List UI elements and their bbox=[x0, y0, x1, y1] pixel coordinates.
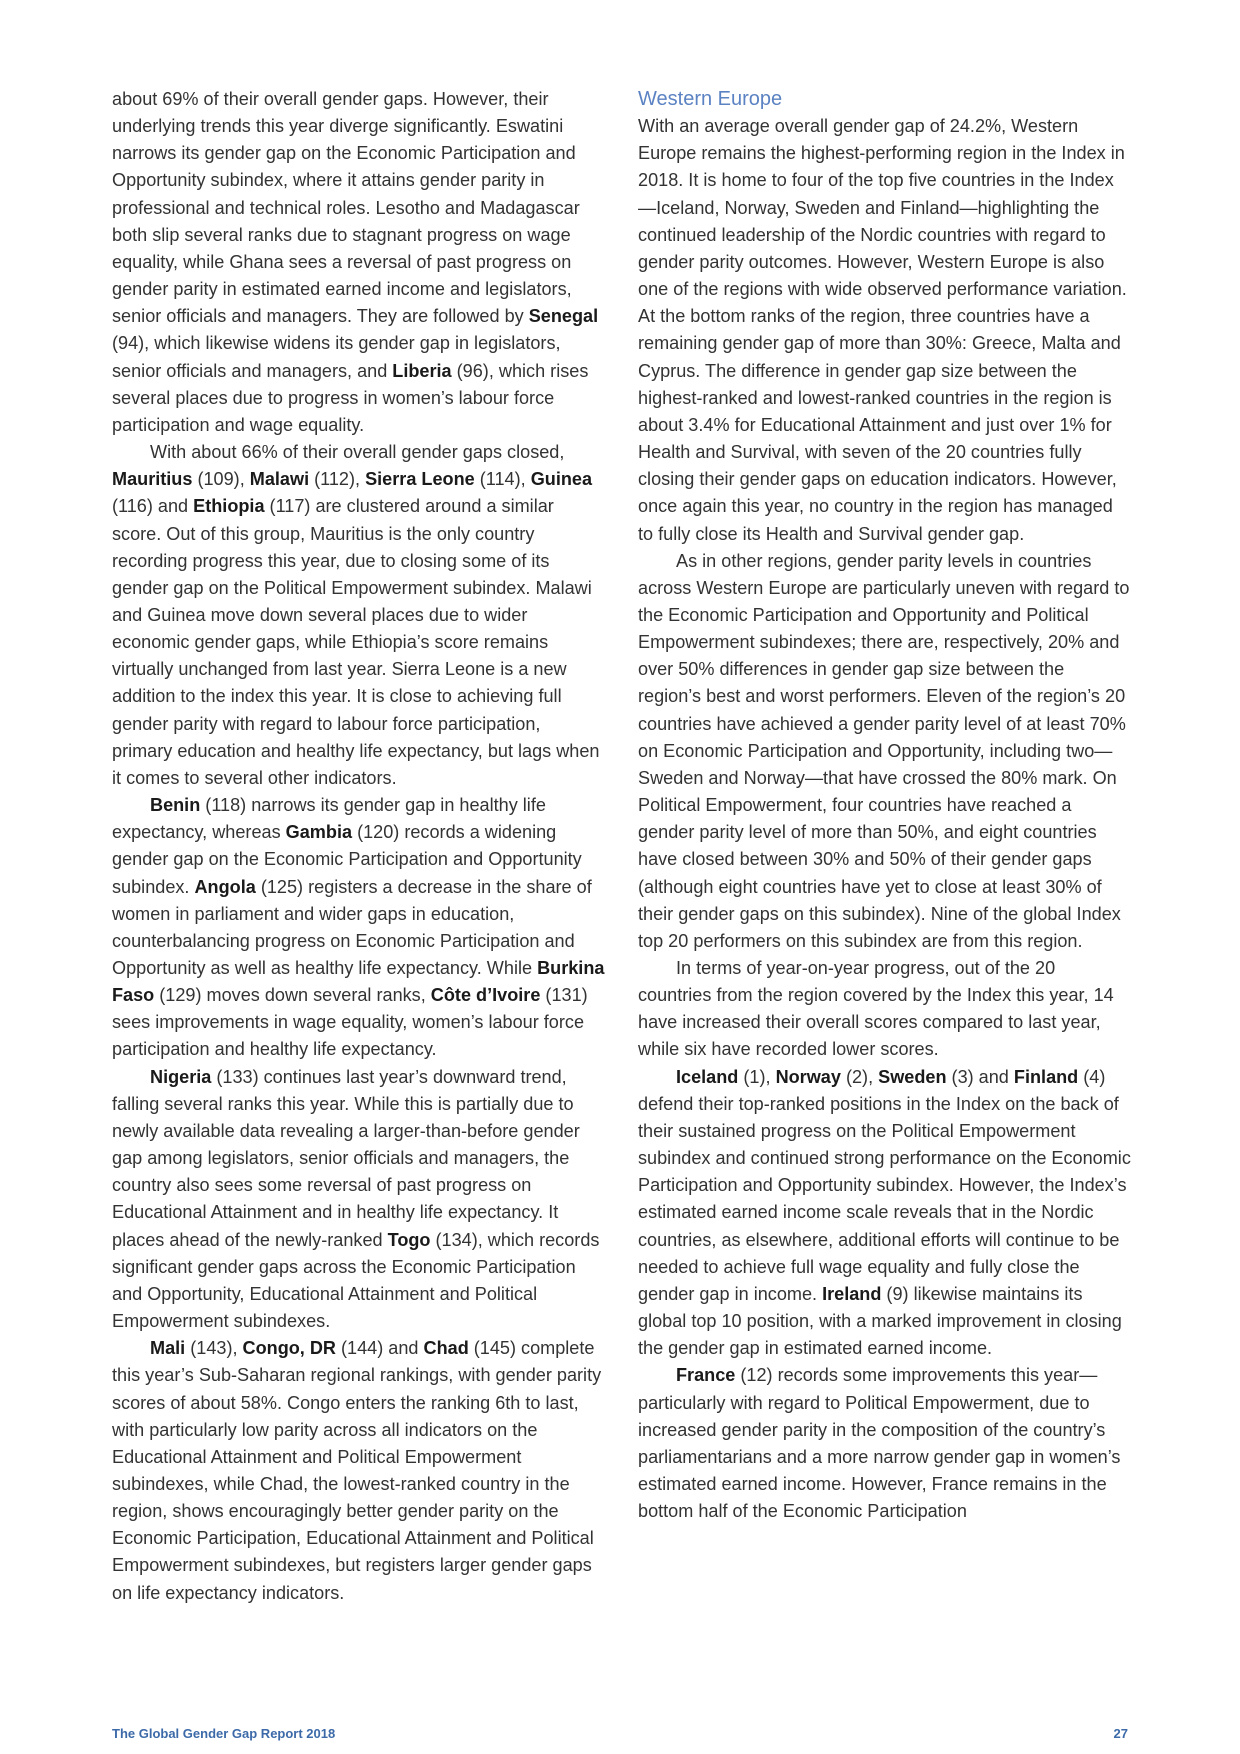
text-run: (96), which rises several places due to progress in women’s labour force participation and wage equality. bbox=[112, 360, 589, 435]
footer-page-number: 27 bbox=[1113, 1726, 1128, 1741]
text-run: (2), bbox=[840, 1066, 879, 1087]
country-name: France bbox=[676, 1365, 736, 1386]
text-run: (144) and bbox=[336, 1338, 424, 1359]
paragraph bbox=[112, 86, 605, 439]
text-run: about 69% of their overall gender gaps. However, their underlying trends this year diverge significantly. Eswatini narrows its gender gap on the Economic Participation and Opportunity subindex, where it attains gender parity in professional and technical roles. Lesotho and Madagascar both slip several ranks due to stagnant progress on wage equality, while Ghana sees a reversal of past progress on gender parity in estimated earned income and legislators, senior officials and managers. They are followed by bbox=[112, 89, 580, 327]
text-run: With about 66% of their overall gender gaps closed, bbox=[150, 442, 565, 463]
text-run: (129) moves down several ranks, bbox=[154, 985, 431, 1006]
text-run: (120) records a widening gender gap on the Economic Participation and Opportunity subindex. bbox=[112, 822, 582, 897]
country-name: Gambia bbox=[285, 822, 353, 843]
country-name: Ethiopia bbox=[193, 496, 265, 517]
text-run: (12) records some improvements this year—particularly with regard to Political Empowerment, due to increased gender parity in the composition of the country’s parliamentarians and a more narrow gender gap in women’s estimated earned income. However, France remains in the bottom half of the Economic Participation bbox=[638, 1365, 1121, 1522]
country-name: Guinea bbox=[530, 469, 593, 490]
paragraph bbox=[638, 1362, 1131, 1525]
left-column bbox=[112, 86, 605, 1607]
text-run: (125) registers a decrease in the share of women in parliament and wider gaps in education, counterbalancing progress on Economic Participation and Opportunity as well as healthy life expectancy. While bbox=[112, 876, 592, 978]
country-name: Togo bbox=[387, 1229, 431, 1250]
paragraph bbox=[112, 1064, 605, 1336]
paragraph bbox=[638, 548, 1131, 955]
country-name: Finland bbox=[1013, 1066, 1079, 1087]
country-name: Iceland bbox=[676, 1066, 739, 1087]
text-run: (143), bbox=[185, 1338, 243, 1359]
country-name: Mali bbox=[150, 1338, 186, 1359]
country-name: Sierra Leone bbox=[365, 469, 475, 490]
text-run: (3) and bbox=[946, 1066, 1014, 1087]
text-run: In terms of year-on-year progress, out of the 20 countries from the region covered by the Index this year, 14 have increased their overall scores compared to last year, while six have recorded lower scores. bbox=[638, 958, 1114, 1060]
country-name: Angola bbox=[194, 876, 256, 897]
paragraph bbox=[638, 113, 1131, 548]
text-run: (1), bbox=[738, 1066, 776, 1087]
text-run: (133) continues last year’s downward trend, falling several ranks this year. While this is partially due to newly available data revealing a larger-than-before gender gap among legislators, senior officials and managers, the country also sees some reversal of past progress on Educational Attainment and in healthy life expectancy. It places ahead of the newly-ranked bbox=[112, 1066, 580, 1250]
country-name: Norway bbox=[775, 1066, 841, 1087]
paragraph bbox=[112, 792, 605, 1064]
paragraph bbox=[112, 439, 605, 792]
country-name: Mauritius bbox=[112, 469, 193, 490]
country-name: Ireland bbox=[822, 1283, 882, 1304]
text-run: (4) defend their top-ranked positions in the Index on the back of their sustained progress on the Political Empowerment subindex and continued strong performance on the Economic Participation and Opportunity subindex. However, the Index’s estimated earned income scale reveals that in the Nordic countries, as elsewhere, additional efforts will continue to be needed to achieve full wage equality and fully close the gender gap in income. bbox=[638, 1066, 1131, 1304]
text-run: (114), bbox=[474, 469, 531, 490]
right-column bbox=[638, 86, 1131, 1525]
text-run: (112), bbox=[309, 469, 366, 490]
country-name: Malawi bbox=[249, 469, 310, 490]
country-name: Congo, DR bbox=[242, 1338, 336, 1359]
paragraph bbox=[112, 1335, 605, 1607]
country-name: Senegal bbox=[528, 306, 599, 327]
text-run: (109), bbox=[192, 469, 250, 490]
country-name: Benin bbox=[150, 795, 201, 816]
country-name: Burkina Faso bbox=[112, 958, 605, 1006]
text-run: (145) complete this year’s Sub-Saharan regional rankings, with gender parity scores of about 58%. Congo enters the ranking 6th to last, with particularly low parity across all indicators on the Educational Attainment and Political Empowerment subindexes, while Chad, the lowest-ranked country in the region, shows encouragingly better gender parity on the Economic Participation, Educational Attainment and Political Empowerment subindexes, but registers larger gender gaps on life expectancy indicators. bbox=[112, 1338, 602, 1603]
text-run: (134), which records significant gender gaps across the Economic Participation and Opportunity, Educational Attainment and Political Empowerment subindexes. bbox=[112, 1229, 600, 1332]
paragraph bbox=[638, 955, 1131, 1064]
country-name: Chad bbox=[423, 1338, 469, 1359]
country-name: Sweden bbox=[878, 1066, 947, 1087]
text-run: As in other regions, gender parity levels in countries across Western Europe are particularly uneven with regard to the Economic Participation and Opportunity and Political Empowerment subindexes; there are, respectively, 20% and over 50% differences in gender gap size between the region’s best and worst performers. Eleven of the region’s 20 countries have achieved a gender parity level of at least 70% on Economic Participation and Opportunity, including two—Sweden and Norway—that have crossed the 80% mark. On Political Empowerment, four countries have reached a gender parity level of more than 50%, and eight countries have closed between 30% and 50% of their gender gaps (although eight countries have yet to close at least 30% of their gender gaps on this subindex). Nine of the global Index top 20 performers on this subindex are from this region. bbox=[638, 550, 1130, 951]
text-run: (94), which likewise widens its gender gap in legislators, senior officials and managers, and bbox=[112, 333, 561, 381]
paragraph bbox=[638, 1064, 1131, 1363]
text-run: (9) likewise maintains its global top 10 position, with a marked improvement in closing the gender gap in estimated earned income. bbox=[638, 1283, 1122, 1359]
text-run: With an average overall gender gap of 24.2%, Western Europe remains the highest-performing region in the Index in 2018. It is home to four of the top five countries in the Index—Iceland, Norway, Sweden and Finland—highlighting the continued leadership of the Nordic countries with regard to gender parity outcomes. However, Western Europe is also one of the regions with wide observed performance variation. At the bottom ranks of the region, three countries have a remaining gender gap of more than 30%: Greece, Malta and Cyprus. The difference in gender gap size between the highest-ranked and lowest-ranked countries in the region is about 3.4% for Educational Attainment and just over 1% for Health and Survival, with seven of the 20 countries fully closing their gender gaps on education indicators. However, once again this year, no country in the region has managed to fully close its Health and Survival gender gap. bbox=[638, 116, 1127, 544]
footer-report-title: The Global Gender Gap Report 2018 bbox=[112, 1726, 336, 1741]
text-run: (116) and bbox=[112, 496, 194, 517]
country-name: Liberia bbox=[392, 360, 452, 381]
text-run: (117) are clustered around a similar score. Out of this group, Mauritius is the only country recording progress this year, due to closing some of its gender gap on the Political Empowerment subindex. Malawi and Guinea move down several places due to wider economic gender gaps, while Ethiopia’s score remains virtually unchanged from last year. Sierra Leone is a new addition to the index this year. It is close to achieving full gender parity with regard to labour force participation, primary education and healthy life expectancy, but lags when it comes to several other indicators. bbox=[112, 496, 600, 788]
section-heading-western-europe: Western Europe bbox=[638, 88, 783, 110]
country-name: Côte d’Ivoire bbox=[430, 985, 541, 1006]
text-run: (131) sees improvements in wage equality, women’s labour force participation and healthy life expectancy. bbox=[112, 985, 588, 1060]
text-run: (118) narrows its gender gap in healthy life expectancy, whereas bbox=[112, 795, 546, 843]
country-name: Nigeria bbox=[150, 1066, 212, 1087]
